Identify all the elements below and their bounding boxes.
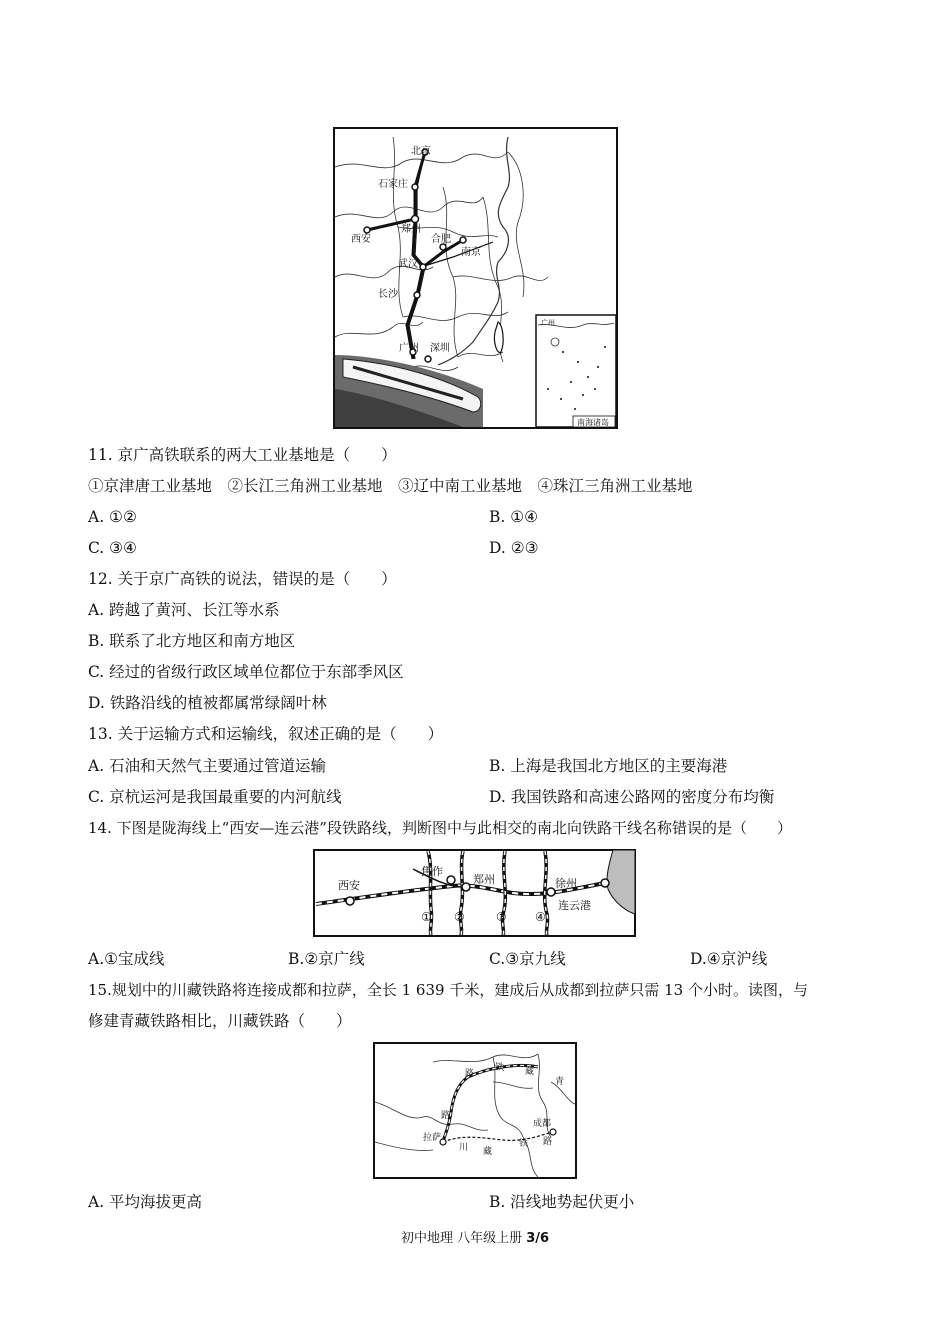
q13-option-d[interactable]: D. 我国铁路和高速公路网的密度分布均衡 bbox=[489, 788, 775, 806]
station-lianyungang: 连云港 bbox=[558, 899, 591, 912]
label-lasa: 拉萨 bbox=[423, 1133, 442, 1143]
q11-option-b[interactable]: B. ①④ bbox=[489, 508, 539, 526]
longhai-rail-map bbox=[313, 849, 636, 937]
page-footer bbox=[0, 1227, 950, 1246]
q11-option-d[interactable]: D. ②③ bbox=[489, 539, 539, 557]
q12-stem: 12. 关于京广高铁的说法，错误的是（ ） bbox=[88, 570, 397, 588]
q11-items: ①京津唐工业基地 ②长江三角洲工业基地 ③辽中南工业基地 ④珠江三角洲工业基地 bbox=[88, 477, 693, 495]
station-jiaozuo: 焦作 bbox=[421, 865, 443, 878]
label-chengdu: 成都 bbox=[533, 1119, 552, 1129]
inset-city-label: 广州 bbox=[541, 319, 555, 327]
label-lu3: 路 bbox=[543, 1137, 553, 1147]
q14-option-c[interactable]: C.③京九线 bbox=[489, 950, 566, 968]
jingguang-rail-map bbox=[333, 127, 618, 429]
q11-option-a[interactable]: A. ①② bbox=[88, 508, 137, 526]
map-label-zhengzhou: 郑州 bbox=[401, 224, 421, 235]
q13-option-b[interactable]: B. 上海是我国北方地区的主要海港 bbox=[489, 757, 728, 775]
line-label-3: ③ bbox=[496, 910, 507, 924]
q12-option-c[interactable]: C. 经过的省级行政区域单位都位于东部季风区 bbox=[88, 663, 404, 681]
label-chuan: 川 bbox=[459, 1143, 469, 1153]
label-lu2: 路 bbox=[441, 1111, 451, 1121]
south-china-sea-inset bbox=[536, 315, 616, 427]
page-number: 3/6 bbox=[526, 1231, 550, 1246]
q14-stem: 14. 下图是陇海线上“西安—连云港”段铁路线，判断图中与此相交的南北向铁路干线名称错误的是（ ） bbox=[88, 819, 792, 837]
label-tie2: 铁 bbox=[519, 1139, 529, 1149]
sichuan-tibet-rail-map bbox=[373, 1042, 577, 1179]
label-zang2: 藏 bbox=[483, 1147, 493, 1157]
q12-option-b[interactable]: B. 联系了北方地区和南方地区 bbox=[88, 632, 296, 650]
q13-option-a[interactable]: A. 石油和天然气主要通过管道运输 bbox=[88, 757, 327, 775]
label-qing: 青 bbox=[555, 1077, 565, 1087]
map-label-wuhan: 武汉 bbox=[398, 259, 418, 270]
q14-option-b[interactable]: B.②京广线 bbox=[288, 950, 365, 968]
station-xuzhou: 徐州 bbox=[555, 877, 577, 890]
map-label-beijing: 北京 bbox=[411, 146, 431, 157]
q14-option-d[interactable]: D.④京沪线 bbox=[690, 950, 768, 968]
q11-stem: 11. 京广高铁联系的两大工业基地是（ ） bbox=[88, 446, 397, 464]
map-label-nanjing: 南京 bbox=[461, 247, 481, 258]
map-label-xian: 西安 bbox=[351, 234, 371, 245]
label-tie: 铁 bbox=[495, 1063, 505, 1073]
q13-stem: 13. 关于运输方式和运输线，叙述正确的是（ ） bbox=[88, 725, 444, 743]
map-label-shijiazhuang: 石家庄 bbox=[378, 179, 408, 190]
label-zang: 藏 bbox=[525, 1067, 535, 1077]
jingguang-map-svg bbox=[333, 127, 618, 429]
q12-option-a[interactable]: A. 跨越了黄河、长江等水系 bbox=[88, 601, 280, 619]
q11-option-c[interactable]: C. ③④ bbox=[88, 539, 137, 557]
label-lu: 路 bbox=[465, 1069, 475, 1079]
longhai-map-svg bbox=[313, 849, 636, 937]
q15-option-a[interactable]: A. 平均海拔更高 bbox=[88, 1193, 203, 1211]
chuanzang-map-svg bbox=[373, 1042, 577, 1179]
line-label-4: ④ bbox=[535, 910, 546, 924]
line-label-2: ② bbox=[454, 910, 465, 924]
q14-option-a[interactable]: A.①宝成线 bbox=[88, 950, 165, 968]
inset-label: 南海诸岛 bbox=[577, 418, 609, 427]
map-label-changsha: 长沙 bbox=[378, 289, 398, 300]
station-xian: 西安 bbox=[338, 879, 360, 892]
footer-text: 初中地理 八年级上册 bbox=[400, 1231, 527, 1246]
q13-option-c[interactable]: C. 京杭运河是我国最重要的内河航线 bbox=[88, 788, 342, 806]
q15-option-b[interactable]: B. 沿线地势起伏更小 bbox=[489, 1193, 635, 1211]
map-label-shenzhen: 深圳 bbox=[430, 343, 450, 354]
station-zhengzhou: 郑州 bbox=[473, 873, 495, 886]
q12-option-d[interactable]: D. 铁路沿线的植被都属常绿阔叶林 bbox=[88, 694, 327, 712]
line-label-1: ① bbox=[421, 910, 432, 924]
map-label-hefei: 合肥 bbox=[431, 234, 451, 245]
q15-stem-line1: 15.规划中的川藏铁路将连接成都和拉萨，全长 1 639 千米，建成后从成都到拉萨只需 13 个小时。读图，与 bbox=[88, 981, 808, 999]
q15-stem-line2: 修建青藏铁路相比，川藏铁路（ ） bbox=[88, 1012, 352, 1030]
map-label-guangzhou: 广州 bbox=[399, 343, 419, 354]
